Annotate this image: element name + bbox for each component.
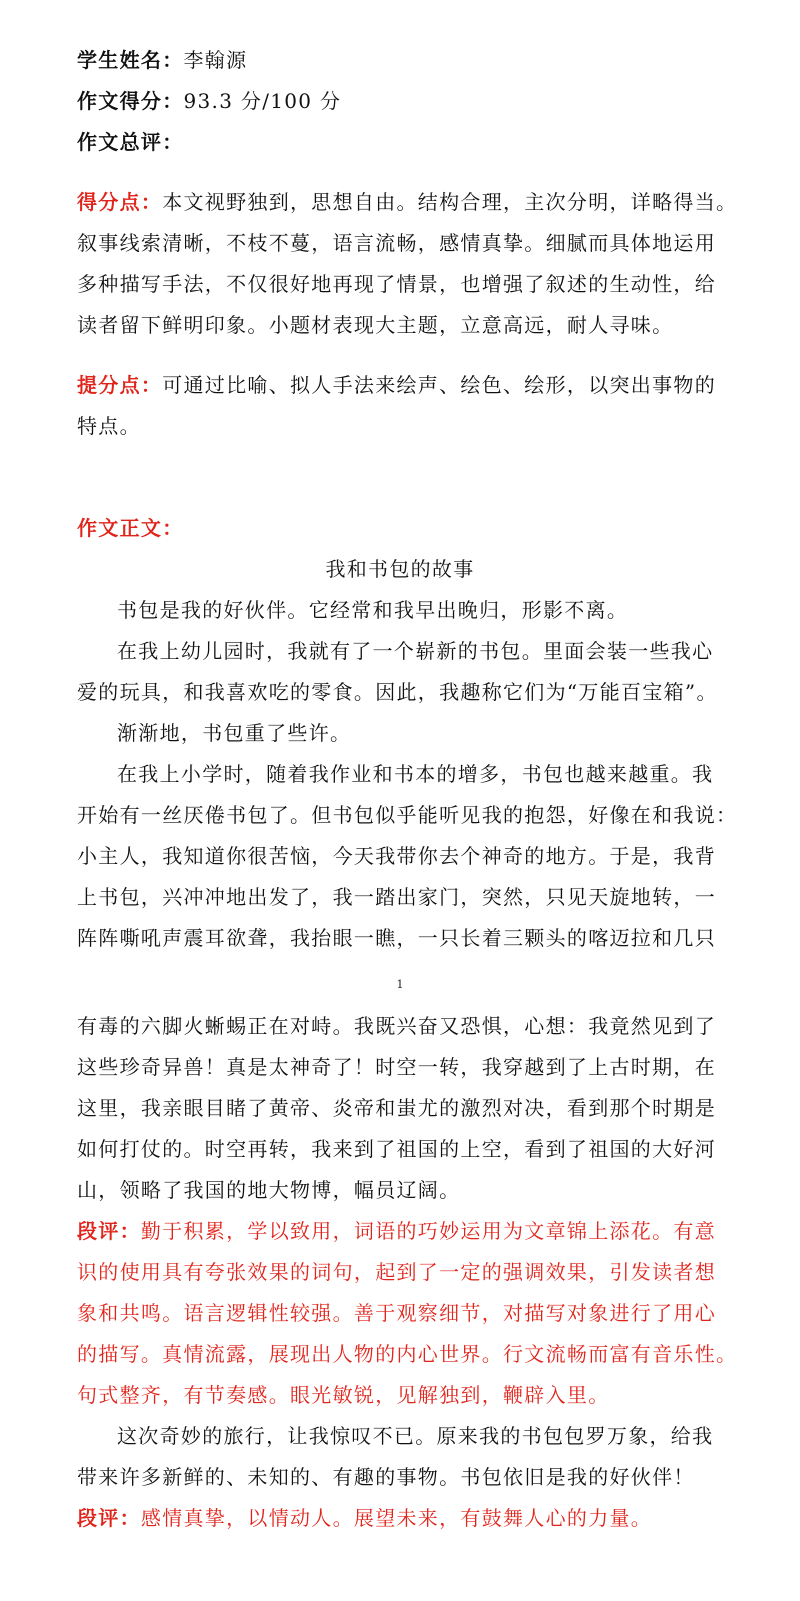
essay-paragraph: 这次奇妙的旅行，让我惊叹不已。原来我的书包包罗万象，给我 xyxy=(117,1424,714,1448)
essay-line: 山，领略了我国的地大物博，幅员辽阔。 xyxy=(77,1178,461,1202)
comment2-label: 段评： xyxy=(77,1506,141,1530)
student-name-line xyxy=(77,46,737,74)
plus-text: 本文视野独到，思想自由。结构合理，主次分明，详略得当。 xyxy=(162,190,738,214)
essay-line: 有毒的六脚火蜥蜴正在对峙。我既兴奋又恐惧，心想：我竟然见到了 xyxy=(77,1014,716,1038)
plus-line: 读者留下鲜明印象。小题材表现大主题，立意高远，耐人寻味。 xyxy=(77,313,674,337)
essay-line: 开始有一丝厌倦书包了。但书包似乎能听见我的抱怨，好像在和我说： xyxy=(77,803,738,827)
essay-line: 阵阵嘶吼声震耳欲聋，我抬眼一瞧，一只长着三颗头的喀迈拉和几只 xyxy=(77,926,716,950)
score-label: 作文得分： xyxy=(77,89,184,113)
essay-line: 爱的玩具，和我喜欢吃的零食。因此，我趣称它们为“万能百宝箱”。 xyxy=(77,680,718,704)
page-number: 1 xyxy=(396,978,404,991)
score-value: 93.3 分/100 分 xyxy=(183,89,342,113)
comment1-line: 象和共鸣。语言逻辑性较强。善于观察细节，对描写对象进行了用心 xyxy=(77,1301,716,1325)
comment1-line: 识的使用具有夸张效果的词句，起到了一定的强调效果，引发读者想 xyxy=(77,1260,716,1284)
improve-label: 提分点： xyxy=(77,373,163,397)
essay-line: 上书包，兴冲冲地出发了，我一踏出家门，突然，只见天旋地转，一 xyxy=(77,885,716,909)
plus-line: 叙事线索清晰，不枝不蔓，语言流畅，感情真挚。细腻而具体地运用 xyxy=(77,231,716,255)
comment1-text: 勤于积累，学以致用，词语的巧妙运用为文章锦上添花。有意 xyxy=(140,1219,717,1243)
essay-section-heading: 作文正文： xyxy=(77,516,184,540)
plus-line: 多种描写手法，不仅很好地再现了情景，也增强了叙述的生动性，给 xyxy=(77,272,716,296)
essay-line: 带来许多新鲜的、未知的、有趣的事物。书包依旧是我的好伙伴！ xyxy=(77,1465,695,1489)
plus-line-1 xyxy=(77,188,737,216)
essay-paragraph: 渐渐地，书包重了些许。 xyxy=(117,721,352,745)
essay-line: 这些珍奇异兽！真是太神奇了！时空一转，我穿越到了上古时期，在 xyxy=(77,1055,716,1079)
plus-label: 得分点： xyxy=(77,190,163,214)
comment1-line: 的描写。真情流露，展现出人物的内心世界。行文流畅而富有音乐性。 xyxy=(77,1342,738,1366)
comment1-label: 段评： xyxy=(77,1219,141,1243)
score-line xyxy=(77,87,737,115)
essay-paragraph: 书包是我的好伙伴。它经常和我早出晚归，形影不离。 xyxy=(117,598,629,622)
improve-text: 可通过比喻、拟人手法来绘声、绘色、绘形，以突出事物的 xyxy=(162,373,717,397)
essay-title: 我和书包的故事 xyxy=(325,557,475,581)
student-name-label: 学生姓名： xyxy=(77,48,184,72)
essay-paragraph: 在我上幼儿园时，我就有了一个崭新的书包。里面会装一些我心 xyxy=(117,639,714,663)
improve-line: 特点。 xyxy=(77,414,141,438)
comment2-text: 感情真挚，以情动人。展望未来，有鼓舞人心的力量。 xyxy=(140,1506,653,1530)
essay-line: 这里，我亲眼目睹了黄帝、炎帝和蚩尤的激烈对决，看到那个时期是 xyxy=(77,1096,716,1120)
comment1-line-1 xyxy=(77,1217,737,1245)
essay-line: 小主人，我知道你很苦恼，今天我带你去个神奇的地方。于是，我背 xyxy=(77,844,716,868)
essay-paragraph: 在我上小学时，随着我作业和书本的增多，书包也越来越重。我 xyxy=(117,762,714,786)
student-name-value: 李翰源 xyxy=(183,48,248,72)
comment2-line-1 xyxy=(77,1504,737,1532)
comment1-line: 句式整齐，有节奏感。眼光敏锐，见解独到，鞭辟入里。 xyxy=(77,1383,610,1407)
improve-line-1 xyxy=(77,371,737,399)
essay-line: 如何打仗的。时空再转，我来到了祖国的上空，看到了祖国的大好河 xyxy=(77,1137,716,1161)
review-heading: 作文总评： xyxy=(77,130,184,154)
